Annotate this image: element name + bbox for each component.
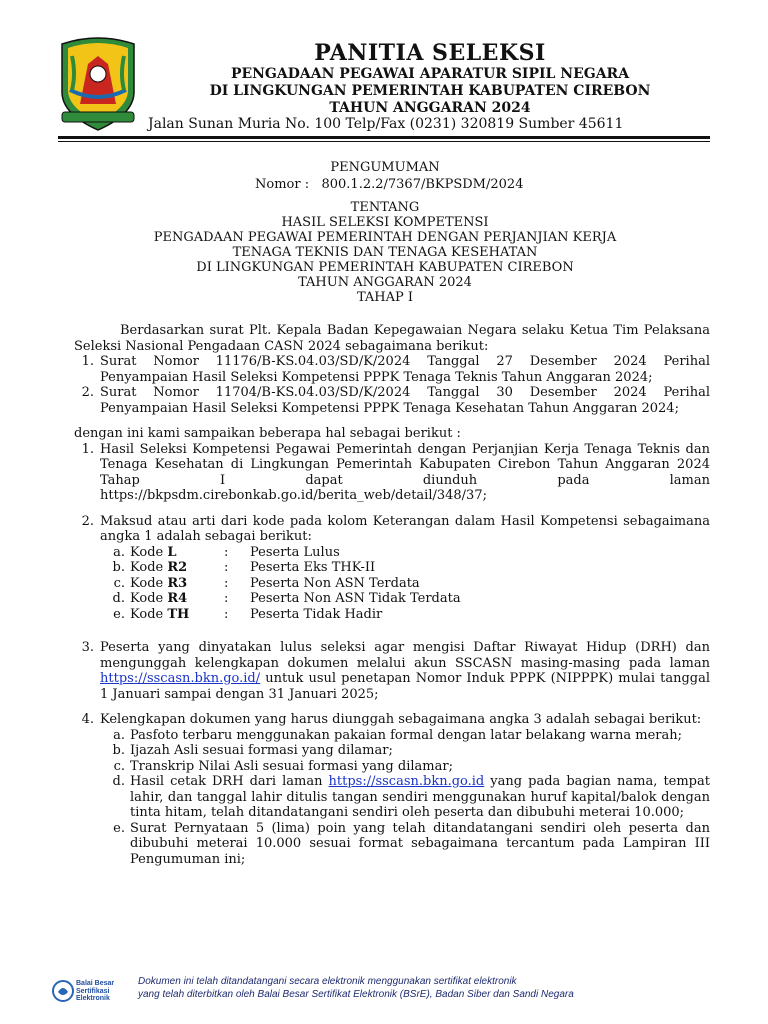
point-2: 2. Maksud atau arti dari kode pada kolom Keterangan dalam Hasil Kompetensi sebagaimana angka 1 adalah sebagai berikut: a. Kode L : Peserta Lulus b. Kode R2 : Peserta Eks THK-II c. Kode R3 : Peserta Non ASN Terdata d. Kode R4 : Peserta Non ASN Tidak Terdata e. Kode TH : Peserta Tidak Hadir [81,513,710,622]
code-item: c. Kode R3 : Peserta Non ASN Terdata [113,575,420,591]
letterhead-line-3: TAHUN ANGGARAN 2024 [329,100,531,116]
document-item: d. Hasil cetak DRH dari laman https://sscasn.bkn.go.id yang pada bagian nama, tempat lahir, dan tanggal lahir ditulis tangan sendiri menggunakan huruf kapital/balok dengan tinta hitam, telah ditandatangani sendiri oleh peserta dan dibubuhi meterai 10.000; [112,774,710,820]
point-3: 3. Peserta yang dinyatakan lulus seleksi agar mengisi Daftar Riwayat Hidup (DRH) dan mengunggah kelengkapan dokumen melalui akun SSCASN masing-masing pada laman https://sscasn.bkn.go.id/ untuk usul penetapan Nomor Induk PPPK (NIPPPK) mulai tanggal 1 Januari sampai dengan 31 Januari 2025; [81,640,710,702]
bsre-emblem-icon [52,980,74,1002]
sscasn-link[interactable]: https://sscasn.bkn.go.id [328,774,485,789]
announcement-number: Nomor : 800.1.2.2/7367/BKPSDM/2024 [255,177,524,192]
code-item: a. Kode L : Peserta Lulus [113,544,340,560]
intro-paragraph: Berdasarkan surat Plt. Kepala Badan Kepegawaian Negara selaku Ketua Tim Pelaksana Seleksi Nasional Pengadaan CASN 2024 sebagaimana berikut: [74,323,710,354]
kabupaten-cirebon-logo [56,34,140,134]
letterhead-rule-thick [58,136,710,139]
letterhead-line-2: DI LINGKUNGAN PEMERINTAH KABUPATEN CIREBON [209,83,651,99]
point-1: 1. Hasil Seleksi Kompetensi Pegawai Pemerintah dengan Perjanjian Kerja Tenaga Teknis dan Tenaga Kesehatan di Lingkungan Pemerintah Kabupaten Cirebon Tahun Anggaran 2024 Tahap I dapat diunduh pada laman https://bkpsdm.cirebonkab.go.id/berita_web/detail/348/37; [81,441,710,503]
sscasn-link[interactable]: https://sscasn.bkn.go.id/ [100,671,261,686]
document-item: c. Transkrip Nilai Asli sesuai formasi yang dilamar; [113,758,453,774]
document-item: e. Surat Pernyataan 5 (lima) poin yang telah ditandatangani sendiri oleh peserta dan dibubuhi meterai 10.000 sesuai format sebagaimana tercantum pada Lampiran III Pengumuman ini; [113,820,710,867]
lead-sentence: dengan ini kami sampaikan beberapa hal sebagai berikut : [74,426,461,441]
point-4: 4. Kelengkapan dokumen yang harus diunggah sebagaimana angka 3 adalah sebagai berikut: a. Pasfoto terbaru menggunakan pakaian formal dengan latar belakang warna merah; b. Ijazah Asli sesuai formasi yang dilamar; c. Transkrip Nilai Asli sesuai formasi yang dilamar; d. Hasil cetak DRH dari laman https://sscasn.bkn.go.id yang pada bagian nama, tempat lahir, dan tanggal lahir ditulis tangan sendiri menggunakan huruf kapital/balok dengan tinta hitam, telah ditandatangani sendiri oleh peserta dan dibubuhi meterai 10.000; e. Surat Pernyataan 5 (lima) poin yang telah ditandatangani sendiri oleh peserta dan dibubuhi meterai 10.000 sesuai format sebagaimana tercantum pada Lampiran III Pengumuman ini; [81,712,710,867]
letterhead-rule-thin [58,141,710,142]
letterhead-title: PANITIA SELEKSI [314,40,546,66]
subject-line: TENAGA TEKNIS DAN TENAGA KESEHATAN [232,245,538,260]
code-item: d. Kode R4 : Peserta Non ASN Tidak Terdata [112,591,461,606]
document-item: a. Pasfoto terbaru menggunakan pakaian formal dengan latar belakang warna merah; [113,727,682,743]
subject-line: PENGADAAN PEGAWAI PEMERINTAH DENGAN PERJANJIAN KERJA [153,230,617,245]
announcement-heading: PENGUMUMAN [330,160,440,175]
letterhead-line-1: PENGADAAN PEGAWAI APARATUR SIPIL NEGARA [230,66,630,82]
letter-reference-item: 1. Surat Nomor 11176/B-KS.04.03/SD/K/2024 Tanggal 27 Desember 2024 Perihal Penyampaian Hasil Seleksi Kompetensi PPPK Tenaga Teknis Tahun Anggaran 2024; [81,354,710,385]
code-list [100,545,710,623]
subject-line: TAHAP I [356,290,414,305]
announcement-body [74,323,710,867]
letterhead-address: Jalan Sunan Muria No. 100 Telp/Fax (0231) 320819 Sumber 45611 [148,116,624,132]
document-item: b. Ijazah Asli sesuai formasi yang dilamar; [112,743,393,758]
bsre-logo: Balai Besar Sertifikasi Elektronik [52,974,124,1010]
e-signature-notice [138,975,574,1001]
subject-line: HASIL SELEKSI KOMPETENSI [281,215,489,230]
footer-line-2: yang telah diterbitkan oleh Balai Besar Sertifikat Elektronik (BSrE), Badan Siber dan Sandi Negara [138,989,574,1000]
code-item: b. Kode R2 : Peserta Eks THK-II [112,560,376,575]
letter-reference-item: 2. Surat Nomor 11704/B-KS.04.03/SD/K/2024 Tanggal 30 Desember 2024 Perihal Penyampaian Hasil Seleksi Kompetensi PPPK Tenaga Kesehatan Tahun Anggaran 2024; [81,385,710,416]
subject-line: DI LINGKUNGAN PEMERINTAH KABUPATEN CIREBON [196,260,574,275]
announcement-tentang: TENTANG [350,200,420,215]
code-item: e. Kode TH : Peserta Tidak Hadir [113,606,383,622]
footer-line-1: Dokumen ini telah ditandatangani secara elektronik menggunakan sertifikat elektronik [138,976,517,987]
subject-line: TAHUN ANGGARAN 2024 [298,275,472,290]
